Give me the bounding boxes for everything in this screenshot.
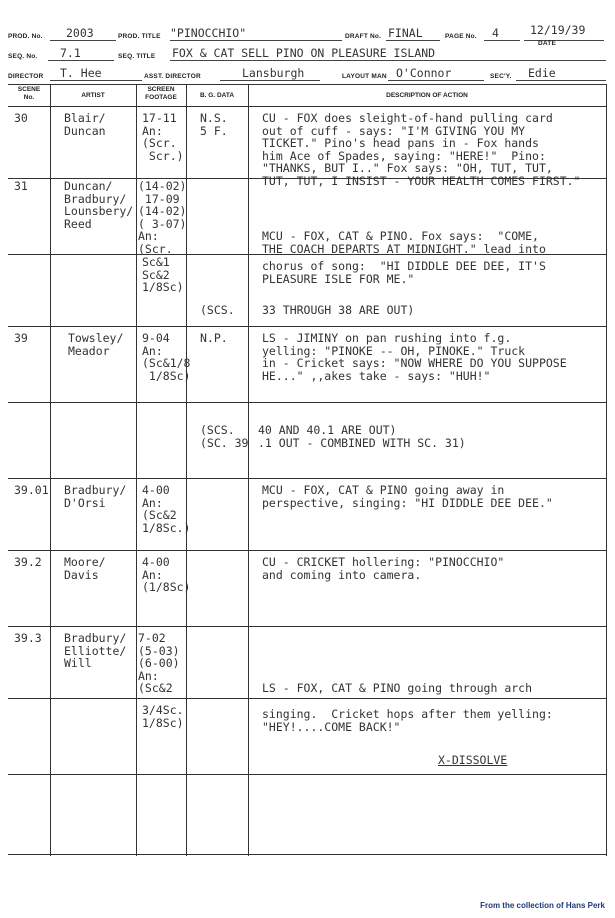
asst-director: Lansburgh (242, 66, 305, 80)
prod-no-label: PROD. No. (8, 33, 43, 40)
footage: Sc&1 Sc&2 1/8Sc) (142, 255, 184, 295)
layout-man: O'Connor (396, 66, 452, 80)
description: singing. Cricket hops after them yelling: "HEY!....COME BACK!" (262, 707, 553, 734)
description: CU - CRICKET hollering: "PINOCCHIO" and coming into camera. (262, 555, 505, 582)
footage: 4-00 An: (1/8Sc) (142, 555, 191, 595)
description: 40 AND 40.1 ARE OUT) .1 OUT - COMBINED WITH SC. 31) (258, 423, 466, 450)
artist: Towsley/ Meador (68, 331, 124, 358)
seq-no-label: SEQ. No. (8, 53, 38, 60)
description: CU - FOX does sleight-of-hand pulling card out of cuff - says: "I'M GIVING YOU MY TICKET." Pino's head pans in - Fox hands him Ace of Spades, saying: "HERE!" Pino: "THANKS, BUT I.." Fox says: "OH, TUT, TUT, TUT, TUT, I INSIST - YOUR HEALTH COMES FIRST." (262, 111, 581, 188)
page-no-label: PAGE No. (445, 33, 477, 40)
footage: 4-00 An: (Sc&2 1/8Sc.) (142, 483, 191, 535)
col-artist: ARTIST (81, 92, 105, 99)
footage: (14-02) 17-09 (14-02) ( 3-07) An: (Scr. (138, 179, 187, 256)
draft-no: FINAL (388, 26, 423, 40)
seq-title-label: SEQ. TITLE (118, 53, 156, 60)
action-sheet-table (8, 84, 606, 856)
collection-credit: From the collection of Hans Perk (480, 901, 605, 910)
scene-no: 31 (14, 179, 28, 193)
bg-data: N.S. 5 F. (200, 111, 228, 138)
col-scene-no: SCENE No. (17, 86, 41, 101)
footage: 17-11 An: (Scr. Scr.) (142, 111, 184, 163)
description: chorus of song: "HI DIDDLE DEE DEE, IT'S PLEASURE ISLE FOR ME." (262, 259, 546, 286)
bg-data: N.P. (200, 331, 228, 345)
scene-no: 30 (14, 111, 28, 125)
description: LS - JIMINY on pan rushing into f.g. yelling: "PINOKE -- OH, PINOKE." Truck in - Cricket says: "NOW WHERE DO YOU SUPPOSE HE..." ,,akes take - says: "HUH!" (262, 331, 567, 383)
artist: Bradbury/ Elliotte/ Will (64, 631, 127, 671)
secy-label: SEC'Y. (490, 73, 512, 80)
draft-no-label: DRAFT No. (345, 33, 382, 40)
artist: Bradbury/ D'Orsi (64, 483, 127, 510)
date: 12/19/39 (530, 23, 586, 37)
seq-no: 7.1 (60, 46, 81, 60)
description: 33 THROUGH 38 ARE OUT) (262, 303, 415, 317)
secy: Edie (528, 66, 556, 80)
header-row-1 (8, 23, 607, 47)
col-bg-data: B. G. DATA (199, 92, 235, 99)
director: T. Hee (60, 66, 102, 80)
date-label: DATE (538, 40, 557, 47)
prod-no: 2003 (66, 26, 94, 40)
footage: 7-02 (5-03) (6-00) An: (Sc&2 (138, 631, 180, 696)
asst-director-label: ASST. DIRECTOR (144, 73, 201, 80)
bg-data: (SCS. (SC. 39 (200, 423, 249, 450)
description: MCU - FOX, CAT & PINO going away in perspective, singing: "HI DIDDLE DEE DEE." (262, 483, 553, 510)
footage: 9-04 An: (Sc&1/8 1/8Sc) (142, 331, 191, 383)
col-screen-footage: SCREEN FOOTAGE (145, 86, 177, 101)
header-row-3 (8, 66, 607, 82)
header-row-2 (8, 46, 607, 62)
footage: 3/4Sc. 1/8Sc) (142, 703, 184, 730)
prod-title-label: PROD. TITLE (118, 33, 161, 40)
artist: Blair/ Duncan (64, 111, 106, 138)
col-description: DESCRIPTION OF ACTION (386, 92, 468, 99)
bg-data: (SCS. (200, 303, 235, 317)
artist: Moore/ Davis (64, 555, 106, 582)
description: LS - FOX, CAT & PINO going through arch (262, 681, 533, 695)
scene-no: 39.3 (14, 631, 42, 645)
prod-title: "PINOCCHIO" (170, 26, 247, 40)
description: MCU - FOX, CAT & PINO. Fox says: "COME, THE COACH DEPARTS AT MIDNIGHT." lead into (262, 229, 546, 256)
director-label: DIRECTOR (8, 73, 44, 80)
page-no: 4 (492, 26, 499, 40)
scene-no: 39.2 (14, 555, 42, 569)
scene-no: 39 (14, 331, 28, 345)
artist: Duncan/ Bradbury/ Lounsbery/ Reed (64, 179, 134, 231)
seq-title: FOX & CAT SELL PINO ON PLEASURE ISLAND (172, 46, 436, 60)
scene-no: 39.01 (14, 483, 49, 497)
transition-label: X-DISSOLVE (438, 753, 508, 767)
layout-man-label: LAYOUT MAN (342, 73, 387, 80)
